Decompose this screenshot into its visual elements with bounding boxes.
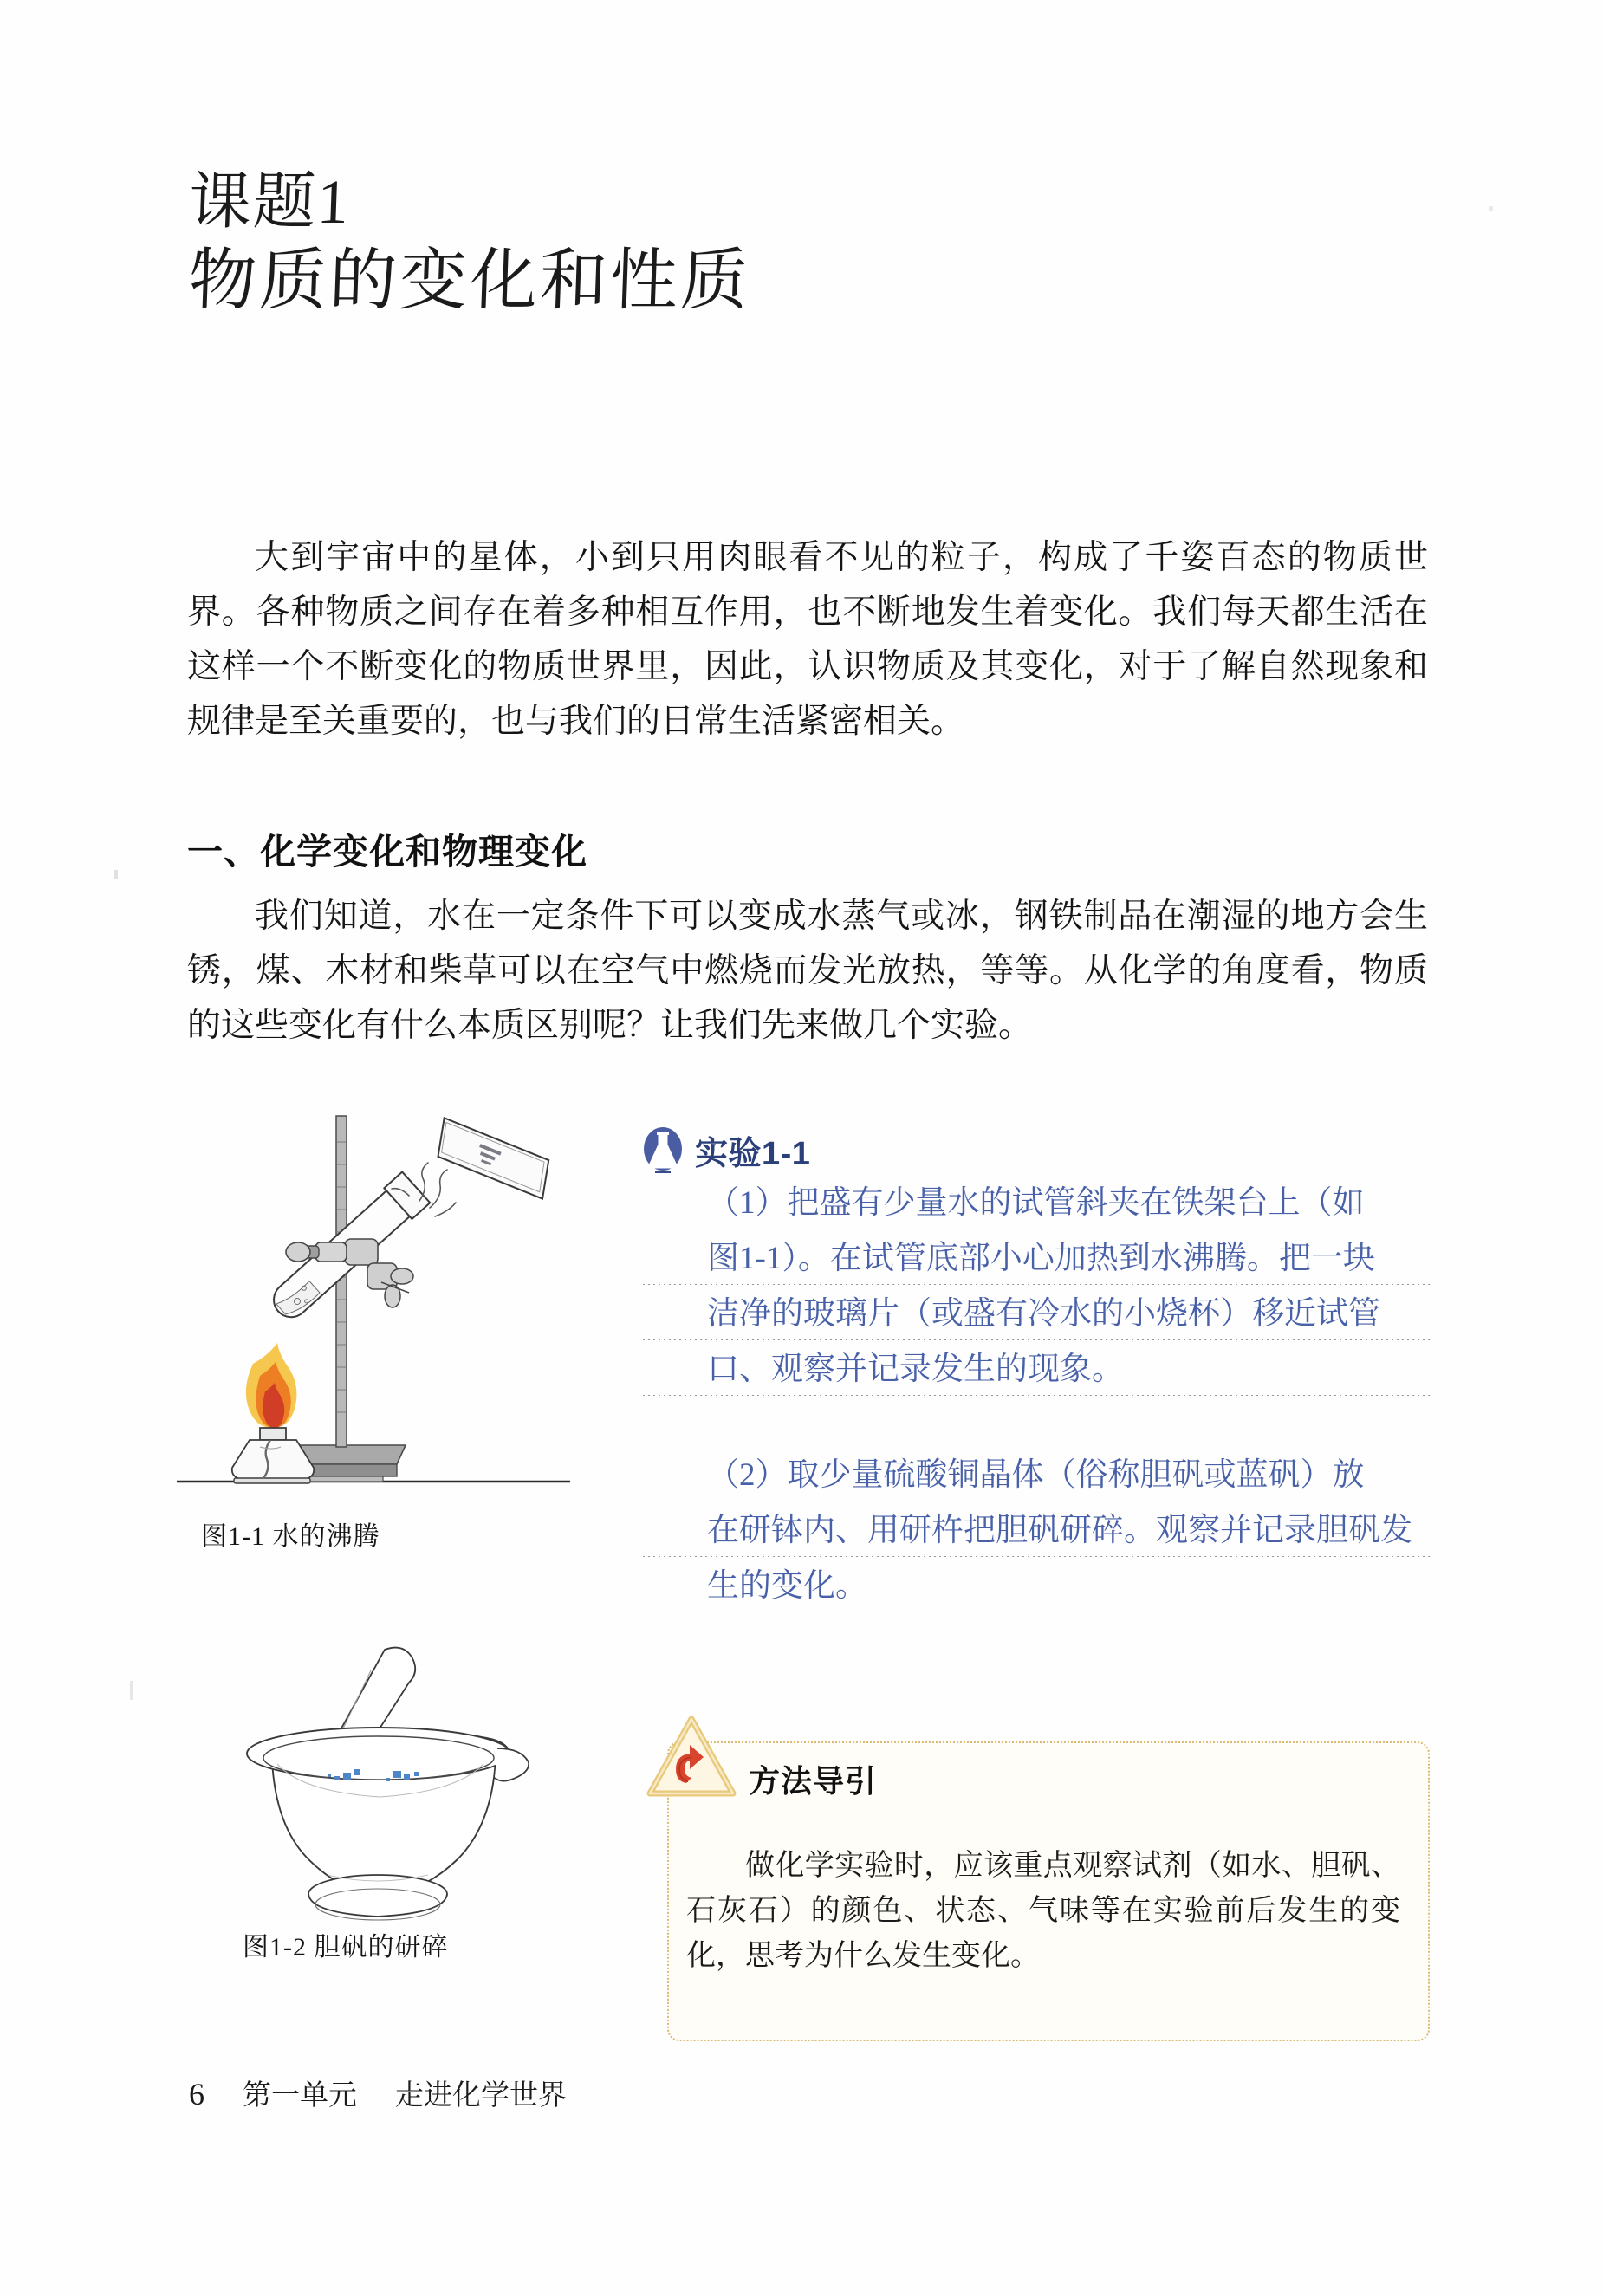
experiment-steps bbox=[643, 1176, 1430, 1614]
scan-artifact bbox=[1489, 206, 1493, 211]
figure-1-2-caption: 图1-2 胆矾的研碎 bbox=[243, 1933, 449, 1962]
page-title bbox=[189, 169, 1229, 319]
method-guide-text: 做化学实验时，应该重点观察试剂（如水、胆矾、石灰石）的颜色、状态、气味等在实验前后发生的变化，思考为什么发生变化。 bbox=[686, 1850, 1400, 1972]
experiment-line: 生的变化。 bbox=[643, 1559, 1430, 1614]
flask-icon bbox=[643, 1127, 683, 1174]
intro-paragraph: 大到宇宙中的星体，小到只用肉眼看不见的粒子，构成了千姿百态的物质世界。各种物质之间存在着多种相互作用，也不断地发生着变化。我们每天都生活在这样一个不断变化的物质世界里，因此，认识物质及其变化，对于了解自然现象和规律是至关重要的，也与我们的日常生活紧密相关。 bbox=[187, 539, 1428, 740]
scan-artifact bbox=[114, 870, 118, 879]
footer-unit: 第一单元 bbox=[243, 2080, 357, 2111]
experiment-line: 在研钵内、用研杵把胆矾研碎。观察并记录胆矾发 bbox=[643, 1503, 1430, 1559]
experiment-line: （2）取少量硫酸铜晶体（俗称胆矾或蓝矾）放 bbox=[643, 1448, 1430, 1503]
experiment-label: 实验1-1 bbox=[695, 1136, 811, 1172]
scan-artifact bbox=[130, 1681, 133, 1700]
figure-1-1-caption: 图1-1 水的沸腾 bbox=[201, 1522, 380, 1551]
figure-mortar-pestle-illustration bbox=[198, 1618, 570, 1930]
method-guide-block bbox=[643, 1709, 1430, 2041]
experiment-heading bbox=[643, 1126, 1430, 1174]
lesson-name-title: 物质的变化和性质 bbox=[187, 242, 752, 318]
paragraph-gap bbox=[643, 1398, 1430, 1448]
figure-boiling-water-illustration bbox=[170, 1090, 577, 1497]
footer-unit-title: 走进化学世界 bbox=[395, 2080, 567, 2111]
method-guide-title: 方法导引 bbox=[749, 1763, 878, 1799]
section-heading: 一、化学变化和物理变化 bbox=[187, 832, 587, 872]
page-number: 6 bbox=[189, 2077, 204, 2111]
warning-triangle-icon bbox=[643, 1709, 740, 1806]
lesson-number-title: 课题1 bbox=[187, 167, 352, 237]
experiment-line: 洁净的玻璃片（或盛有冷水的小烧杯）移近试管 bbox=[643, 1287, 1430, 1342]
experiment-block bbox=[643, 1126, 1430, 1614]
experiment-line: 图1-1）。在试管底部小心加热到水沸腾。把一块 bbox=[643, 1231, 1430, 1287]
section-paragraph: 我们知道，水在一定条件下可以变成水蒸气或冰，钢铁制品在潮湿的地方会生锈，煤、木材和柴草可以在空气中燃烧而发光放热，等等。从化学的角度看，物质的这些变化有什么本质区别呢？让我们先来做几个实验。 bbox=[187, 898, 1428, 1044]
page-footer bbox=[189, 2072, 567, 2113]
experiment-line: （1）把盛有少量水的试管斜夹在铁架台上（如 bbox=[643, 1176, 1430, 1231]
experiment-line: 口、观察并记录发生的现象。 bbox=[643, 1342, 1430, 1398]
